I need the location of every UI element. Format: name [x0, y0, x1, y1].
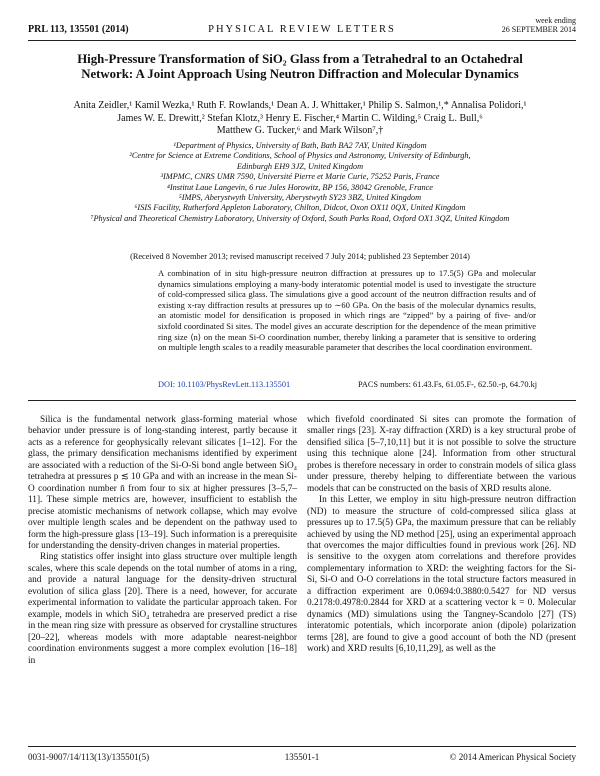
- paper-title: [40, 52, 560, 82]
- abstract: A combination of in situ high-pressure neutron diffraction at pressures up to 17.5(5) GPa and molecular dynamics simulations employing a many-body interatomic potential model is used to investigate the structure of cold-compressed silica glass. The simulations give a good account of the neutron diffraction results and of existing x-ray diffraction results at pressures up to ∼60 GPa. On the basis of the molecular dynamics results, an atomistic model for densification is proposed in which rings are “zipped” by a pairing of five- and/or sixfold coordinated Si sites. The model gives an accurate description for the dependence of the mean primitive ring size ⟨n⟩ on the mean Si-O coordination number, thereby linking a parameter that is sensitive to ordering on multiple length scales to a readily measurable parameter that describes the local coordination environment.: [158, 268, 536, 353]
- doi-link[interactable]: [158, 380, 290, 389]
- footer-code: 0031-9007/14/113(13)/135501(5): [28, 752, 150, 762]
- title-line-2: Network: A Joint Approach Using Neutron Diffraction and Molecular Dynamics: [81, 67, 519, 81]
- title-line-1: High-Pressure Transformation of SiO₂ Glass from a Tetrahedral to an Octahedral: [77, 52, 523, 66]
- running-header: [28, 16, 576, 38]
- week-label: week ending: [535, 16, 576, 25]
- authors-line-3: Matthew G. Tucker,⁶ and Mark Wilson⁷,†: [216, 125, 384, 136]
- journal-name: PHYSICAL REVIEW LETTERS: [208, 24, 396, 35]
- abstract-rule: [28, 400, 576, 401]
- body-column-left: [28, 415, 297, 667]
- date-label: 26 SEPTEMBER 2014: [501, 25, 576, 34]
- authors-line-1: Anita Zeidler,¹ Kamil Wezka,¹ Ruth F. Rowlands,¹ Dean A. J. Whittaker,¹ Philip S. Salmon,¹,* Annalisa Polidori,¹: [73, 100, 527, 111]
- header-rule: [28, 40, 576, 41]
- page-footer: [28, 752, 576, 766]
- authors-line-2: James W. E. Drewitt,² Stefan Klotz,³ Henry E. Fischer,⁴ Martin C. Wilding,⁵ Craig L. Bull,⁶: [117, 112, 483, 124]
- received-dates: (Received 8 November 2013; revised manuscript received 7 July 2014; published 23 September 2014): [130, 252, 470, 261]
- affiliation: ¹Department of Physics, University of Bath, Bath BA2 7AY, United Kingdom: [173, 141, 427, 150]
- issue-date: [502, 16, 576, 34]
- body-column-right: [307, 415, 576, 656]
- affiliations: [30, 141, 570, 224]
- affiliation: ⁶ISIS Facility, Rutherford Appleton Laboratory, Chilton, Didcot, Oxon OX11 0QX, United Kingdom: [134, 203, 466, 213]
- affiliation: ⁴Institut Laue Langevin, 6 rue Jules Horowitz, BP 156, 38042 Grenoble, France: [167, 182, 433, 192]
- doi-text[interactable]: DOI: 10.1103/PhysRevLett.113.135501: [158, 380, 291, 389]
- affiliation: ⁵IMPS, Aberystwyth University, Aberystwyth SY23 3BZ, United Kingdom: [178, 193, 422, 203]
- affiliation: Edinburgh EH9 3JZ, United Kingdom: [236, 161, 364, 171]
- page-number: 135501-1: [284, 752, 320, 762]
- paragraph: Silica is the fundamental network glass-forming material whose behavior under pressure is of long-standing interest, partly because it acts as a reference for geophysically relevant silicates [1–12]. For the glass, the primary densification mechanisms identified by experiment are associated with a reduction of the Si-O-Si bond angle between SiO₄ tetrahedra at pressures p ≲ 10 GPa and with an increase in the mean Si-O coordination number n̄ from four to six at higher pressures [3–5,7–11]. These simple metrics are, however, insufficient to establish the precise atomistic mechanisms of network collapse, which may evolve over multiple length scales and be dependent on the pathway used to form the high-pressure glass [13–19]. Such information is a prerequisite for understanding the density-driven changes in material properties.: [28, 415, 297, 551]
- affiliation: ⁷Physical and Theoretical Chemistry Laboratory, University of Oxford, South Parks Road, Oxford OX1 3QZ, United Kingdom: [90, 213, 510, 223]
- footer-rule: [28, 746, 576, 747]
- paragraph: In this Letter, we employ in situ high-pressure neutron diffraction (ND) to measure the structure of cold-compressed silica glass at pressures up to 17.5(5) GPa, the maximum pressure that can be reliably achieved by using the ND method [25], using an experimental approach that overcomes the major difficulties found in previous work [26]. ND is sensitive to the oxygen atom correlations and therefore provides complementary information to XRD: the weighting factors for the Si-Si, Si-O and O-O correlations in the total structure factors measured in a diffraction experiment are 0.0694:0.3880:0.5427 for ND versus 0.2178:0.4978:0.2844 for XRD at a scattering vector k = 0. Molecular dynamics (MD) simulations using the Tangney-Scandolo [27] (TS) interatomic potentials, which incorporate anion (dipole) polarization terms [28], are found to give a good account of both the ND (present work) and XRD results [6,10,11,29], as well as the: [307, 495, 576, 655]
- journal-ref: PRL 113, 135501 (2014): [28, 24, 129, 35]
- author-list: [30, 100, 570, 138]
- pacs-numbers: PACS numbers: 61.43.Fs, 61.05.F-, 62.50.-p, 64.70.kj: [358, 380, 538, 389]
- paragraph: which fivefold coordinated Si sites can promote the formation of smaller rings [23]. X-ray diffraction (XRD) is a key structural probe of densified silica [5–7,10,11] but it is not possible to solve the structure using this technique alone [24]. Information from other structural probes is therefore necessary in order to constrain models of silica glass under pressure, thereby helping to differentiate between the various models that can be constructed on the basis of XRD results alone.: [307, 415, 576, 494]
- copyright: © 2014 American Physical Society: [449, 752, 576, 762]
- affiliation: ³IMPMC, CNRS UMR 7590, Université Pierre et Marie Curie, 75252 Paris, France: [160, 172, 440, 182]
- paragraph: Ring statistics offer insight into glass structure over multiple length scales, where this scale depends on the total number of atoms in a ring, and provide a natural language for the density-driven structural evolution of silica glass [20]. There is a need, however, for accurate experimental information to validate the particular approach taken. For example, models in which SiO₄ tetrahedra are preserved predict a rise in the mean ring size with pressure as observed for crystalline structures [20–22], whereas models with more adaptable nearest-neighbor coordination environments suggest a more complex evolution [16–18] in: [28, 552, 297, 666]
- affiliation: ²Centre for Science at Extreme Conditions, School of Physics and Astronomy, University of Edinburgh,: [129, 151, 471, 161]
